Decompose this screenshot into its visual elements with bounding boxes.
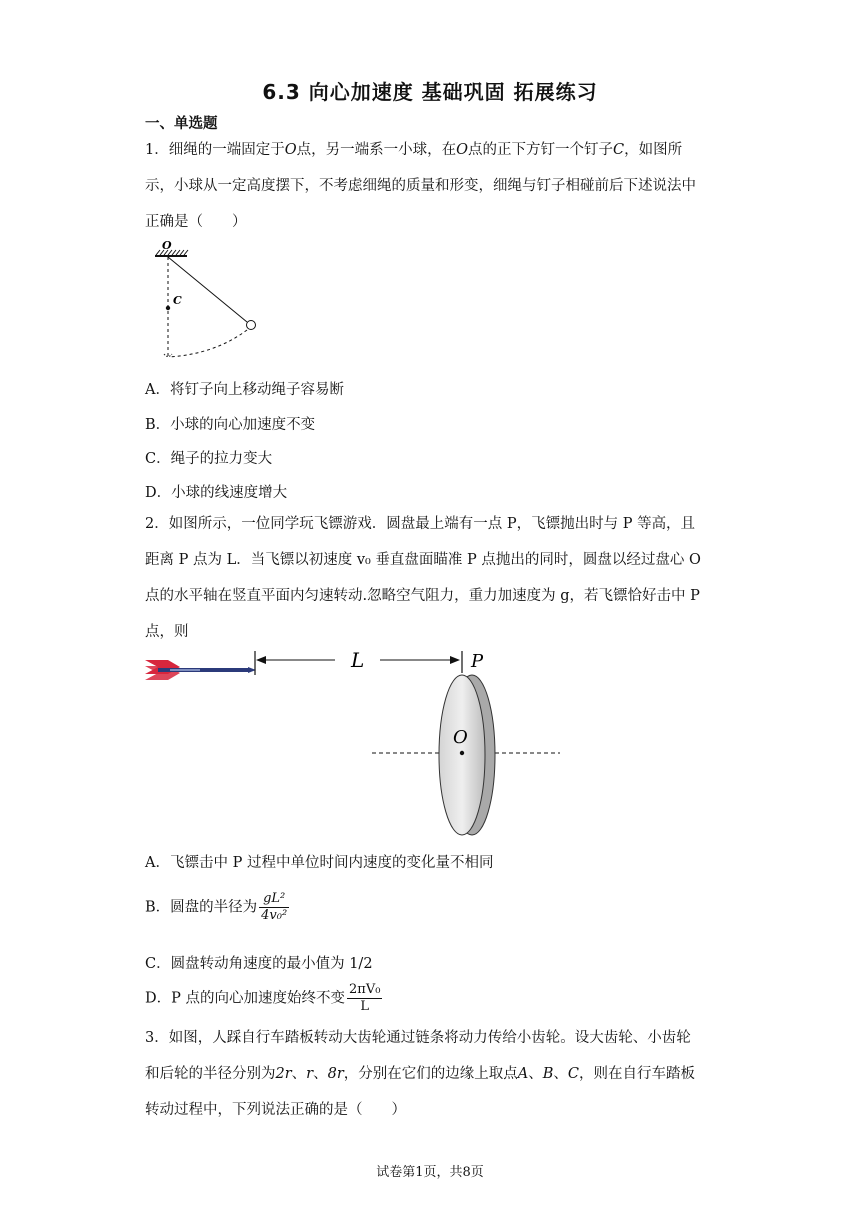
label-C: C <box>173 294 182 307</box>
arrow-left-icon <box>256 656 266 664</box>
question-2-stem <box>145 506 727 650</box>
pendulum-figure <box>145 238 275 363</box>
label-O: O <box>453 727 468 748</box>
q2-line-2: 距离 P 点为 L．当飞镖以初速度 v₀ 垂直盘面瞄准 P 点抛出的同时，圆盘以经过盘心 O <box>145 552 701 568</box>
page-title: 6.3 向心加速度 基础巩固 拓展练习 <box>262 80 598 104</box>
q2-line-1: 2．如图所示，一位同学玩飞镖游戏．圆盘最上端有一点 P，飞镖抛出时与 P 等高，且 <box>145 516 696 532</box>
ball <box>247 321 256 330</box>
q1-option-a[interactable]: A．将钉子向上移动绳子容易断 <box>145 382 344 398</box>
q1-option-b[interactable]: B．小球的向心加速度不变 <box>145 417 316 433</box>
q2-option-c[interactable]: C．圆盘转动角速度的最小值为 1/2 <box>145 956 373 972</box>
q2-option-a[interactable]: A．飞镖击中 P 过程中单位时间内速度的变化量不相同 <box>145 855 494 871</box>
q2-line-4: 点，则 <box>145 624 189 640</box>
page-footer: 试卷第1页，共8页 <box>376 1165 484 1180</box>
q2-option-b[interactable]: B．圆盘的半径为 $\frac{\text{gL²}}{\text{4v₀²}}$ <box>145 891 288 923</box>
rope <box>168 257 247 322</box>
q3-line-3: 转动过程中，下列说法正确的是（ ） <box>145 1102 406 1118</box>
q1-line-1: 1．细绳的一端固定于O点，另一端系一小球，在O点的正下方钉一个钉子C，如图所 <box>145 142 683 158</box>
q1-line-2: 示，小球从一定高度摆下，不考虑细绳的质量和形变，细绳与钉子相碰前后下述说法中 <box>145 178 696 194</box>
q1-line-3: 正确是（ ） <box>145 214 247 230</box>
arrow-right-icon <box>450 656 460 664</box>
fraction-b: $\frac{\text{gL²}}{\text{4v₀²}}$ <box>261 891 288 923</box>
question-3-stem <box>145 1020 727 1128</box>
ceiling-hatch <box>156 250 188 255</box>
disc-center-O <box>460 751 464 755</box>
q2-line-3: 点的水平轴在竖直平面内匀速转动.忽略空气阻力，重力加速度为 g，若飞镖恰好击中 P <box>145 588 700 604</box>
q3-line-1: 3．如图，人踩自行车踏板转动大齿轮通过链条将动力传给小齿轮。设大齿轮、小齿轮 <box>145 1030 691 1046</box>
section-heading: 一、单选题 <box>145 115 218 132</box>
dart-disc-figure <box>140 645 570 840</box>
label-O: O <box>162 239 172 252</box>
swing-arc <box>169 330 247 357</box>
dart-icon <box>145 660 256 680</box>
q1-option-d[interactable]: D．小球的线速度增大 <box>145 485 288 501</box>
label-P: P <box>471 651 484 672</box>
question-1-stem <box>145 132 727 240</box>
nail-C <box>166 306 170 310</box>
q1-option-c[interactable]: C．绳子的拉力变大 <box>145 451 273 467</box>
label-L: L <box>351 648 365 672</box>
q2-option-d[interactable]: D．P 点的向心加速度始终不变 $\frac{\text{2πV₀}}{L}$ <box>145 982 381 1014</box>
q3-line-2: 和后轮的半径分别为2r、r、8r，分别在它们的边缘上取点A、B、C，则在自行车踏板 <box>145 1066 696 1082</box>
fraction-d: $\frac{\text{2πV₀}}{L}$ <box>349 982 381 1014</box>
